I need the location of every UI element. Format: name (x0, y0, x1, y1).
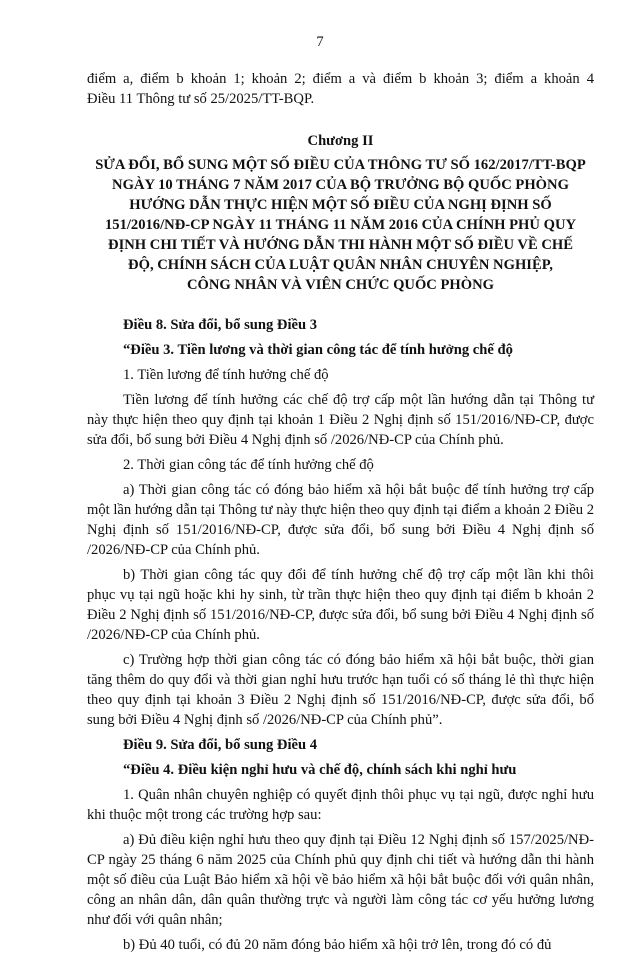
chapter-title-line: CÔNG NHÂN VÀ VIÊN CHỨC QUỐC PHÒNG (186, 277, 495, 293)
article-4-item-1: 1. Quân nhân chuyên nghiệp có quyết định thôi phục vụ tại ngũ, được nghỉ hưu khi thuộc một trong các trường hợp sau: (87, 787, 594, 823)
chapter-title-line: SỬA ĐỔI, BỔ SUNG MỘT SỐ ĐIỀU CỦA THÔNG TƯ SỐ 162/2017/TT-BQP (95, 157, 586, 173)
chapter-title-line: ĐỘ, CHÍNH SÁCH CỦA LUẬT QUÂN NHÂN CHUYÊN NGHIỆP, (128, 257, 553, 273)
article-9-heading: Điều 9. Sửa đổi, bổ sung Điều 4 (123, 737, 318, 753)
chapter-label: Chương II (307, 133, 374, 149)
article-3-item-2-a: a) Thời gian công tác có đóng bảo hiểm xã hội bắt buộc để tính hưởng trợ cấp một lần hướng dẫn tại Thông tư này thực hiện theo quy định tại điểm a khoản 2 Điều 2 Nghị định số 151/2016/NĐ-CP, được sửa đổi, bổ sung bởi Điều 4 Nghị định số /2026/NĐ-CP của Chính phủ. (87, 482, 594, 558)
chapter-title (87, 155, 594, 295)
article-3-item-1-text: Tiền lương để tính hưởng các chế độ trợ cấp một lần hướng dẫn tại Thông tư này thực hiện theo quy định tại khoản 1 Điều 2 Nghị định số 151/2016/NĐ-CP, được sửa đổi, bổ sung bởi Điều 4 Nghị định số /2026/NĐ-CP của Chính phủ. (87, 392, 594, 448)
article-4-item-1-a: a) Đủ điều kiện nghỉ hưu theo quy định tại Điều 12 Nghị định số 157/2025/NĐ-CP ngày 25 tháng 6 năm 2025 của Chính phủ quy định chi tiết và hướng dẫn thi hành một số điều của Luật Bảo hiểm xã hội về bảo hiểm xã hội bắt buộc đối với quân nhân, công an nhân dân, dân quân thường trực và người làm công tác cơ yếu hưởng lương như đối với quân nhân; (87, 832, 594, 928)
article-8-heading: Điều 8. Sửa đổi, bổ sung Điều 3 (123, 317, 318, 333)
article-3-item-2-title: 2. Thời gian công tác để tính hưởng chế độ (123, 457, 374, 473)
article-4-quoted-heading: “Điều 4. Điều kiện nghỉ hưu và chế độ, chính sách khi nghỉ hưu (123, 762, 517, 778)
article-3-quoted-heading: “Điều 3. Tiền lương và thời gian công tác để tính hưởng chế độ (123, 342, 513, 358)
page-number: 7 (316, 34, 324, 50)
chapter-title-line: HƯỚNG DẪN THỰC HIỆN MỘT SỐ ĐIỀU CỦA NGHỊ ĐỊNH SỐ (129, 197, 552, 213)
article-3-item-2-b: b) Thời gian công tác quy đổi để tính hưởng chế độ trợ cấp một lần khi thôi phục vụ tại ngũ hoặc khi hy sinh, từ trần thực hiện theo quy định tại điểm b khoản 2 Điều 2 Nghị định số 151/2016/NĐ-CP, được sửa đổi, bổ sung bởi Điều 4 Nghị định số /2026/NĐ-CP của Chính phủ. (87, 567, 594, 643)
chapter-title-line: ĐỊNH CHI TIẾT VÀ HƯỚNG DẪN THI HÀNH MỘT SỐ ĐIỀU VỀ CHẾ (108, 237, 573, 253)
intro-line-2: Điều 11 Thông tư số 25/2025/TT-BQP. (87, 91, 315, 107)
chapter-title-line: NGÀY 10 THÁNG 7 NĂM 2017 CỦA BỘ TRƯỞNG BỘ QUỐC PHÒNG (112, 177, 569, 193)
article-3-item-2-c: c) Trường hợp thời gian công tác có đóng bảo hiểm xã hội bắt buộc, thời gian tăng thêm do quy đổi và thời gian nghỉ hưu trước hạn tuổi có số tháng lẻ thì thực hiện theo quy định tại khoản 3 Điều 2 Nghị định số 151/2016/NĐ-CP, được sửa đổi, bổ sung bởi Điều 4 Nghị định số /2026/NĐ-CP của Chính phủ”. (87, 652, 594, 728)
chapter-title-line: 151/2016/NĐ-CP NGÀY 11 THÁNG 11 NĂM 2016 CỦA CHÍNH PHỦ QUY (104, 217, 577, 233)
article-4-item-1-b: b) Đủ 40 tuổi, có đủ 20 năm đóng bảo hiểm xã hội trở lên, trong đó có đủ (123, 937, 552, 953)
document-body (87, 69, 594, 955)
intro-line-1: điểm a, điểm b khoản 1; khoản 2; điểm a và điểm b khoản 3; điểm a khoản 4 (87, 71, 594, 87)
article-3-item-1-title: 1. Tiền lương để tính hưởng chế độ (123, 367, 329, 383)
